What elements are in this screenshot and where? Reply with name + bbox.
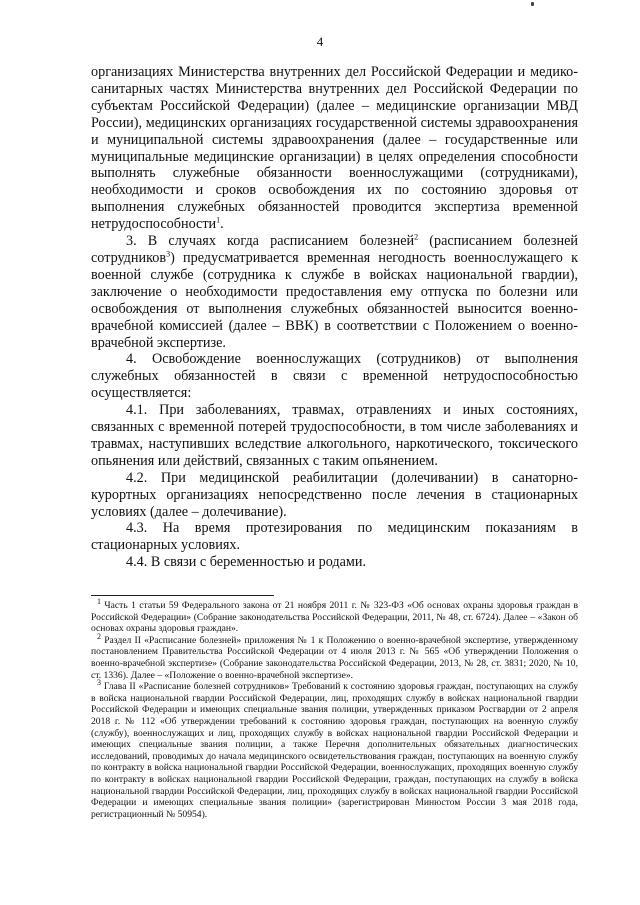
paragraph-continuation: организациях Министерства внутренних дел Российской Федерации и медико-санитарных частях Министерства внутренних дел Российской Федерации по субъектам Российской Федерации) (далее – медицинские организации МВД России), медицинских организациях государственной системы здравоохранения и муниципальной системы здравоохранения (далее – государственные или муниципальные медицинские организации) в целях определения способности выполнять служебные обязанности военнослужащими (сотрудниками), необходимости и сроков освобождения их по состоянию здоровья от выполнения служебных обязанностей проводится экспертиза временной нетрудоспособности$^1$.: [91, 64, 578, 233]
paragraph-4: 4. Освобождение военнослужащих (сотрудников) от выполнения служебных обязанностей в связи с временной нетрудоспособностью осуществляется:: [91, 351, 578, 402]
footnote-text: Глава II «Расписание болезней сотрудников» Требований к состоянию здоровья граждан, поступающих на службу в войска национальной гвардии Российской Федерации, лиц, проходящих службу в войсках национальной гвардии Российской Федерации и имеющих специальные звания полиции, утвержденных приказом Росгвардии от 2 апреля 2018 г. № 112 «Об утверждении требований к состоянию здоровья граждан, поступающих на военную службу (службу), военнослужащих и лиц, проходящих службу в войсках национальной гвардии Российской Федерации и имеющих специальные звания полиции, а также Перечня дополнительных обязательных диагностических исследований, проводимых до начала медицинского освидетельствования граждан, поступающих на военную службу по контракту в войска национальной гвардии Российской Федерации, военнослужащих, проходящих военную службу по контракту в войсках национальной гвардии Российской Федерации, граждан, поступающих на службу в войска национальной гвардии Российской Федерации, лиц, проходящих службу в войсках национальной гвардии Российской Федерации и имеющих специальные звания полиции» (зарегистрирован Минюстом России 3 мая 2018 года, регистрационный № 50954).: [91, 681, 579, 820]
scan-speck: [531, 2, 534, 6]
page-number: 4: [316, 34, 324, 49]
footnote-3: [91, 677, 579, 820]
paragraph-text: организациях Министерства внутренних дел Российской Федерации и медико-санитарных частях Министерства внутренних дел Российской Федерации по субъектам Российской Федерации) (далее – медицинские организации МВД России), медицинских организациях государственной системы здравоохранения и муниципальной системы здравоохранения (далее – государственные или муниципальные медицинские организации) в целях определения способности выполнять служебные обязанности военнослужащими (сотрудниками), необходимости и сроков освобождения их по состоянию здоровья от выполнения служебных обязанностей проводится экспертиза временной нетрудоспособности: [91, 64, 578, 233]
footnote-mark: 2: [97, 631, 101, 641]
paragraph-text: ) предусматривается временная негодность военнослужащего к военной службе (сотрудника к службе в войсках национальной гвардии), заключение о необходимости предоставления ему отпуска по болезни или освобождения от выполнения служебных обязанностей выносится военно-врачебной комиссией (далее – ВВК) в соответствии с Положением о военно-врачебной экспертизе.: [91, 249, 578, 351]
footnotes: [91, 596, 579, 820]
footnote-1: [91, 596, 578, 635]
footnote-mark: 3: [97, 677, 101, 687]
footnote-mark: 1: [97, 596, 101, 606]
paragraph-4-2: 4.2. При медицинской реабилитации (долечивании) в санаторно-курортных организациях непосредственно после лечения в стационарных условиях (далее – долечивание).: [91, 469, 578, 520]
footnote-separator: [91, 595, 274, 596]
footnote-text: Часть 1 статьи 59 Федерального закона от 21 ноября 2011 г. № 323-ФЗ «Об основах охраны здоровья граждан в Российской Федерации» (Собрание законодательства Российской Федерации, 2011, № 48, ст. 6724). Далее – «Закон об основах охраны здоровья граждан».: [91, 600, 578, 635]
paragraph-text: 3. В случаях когда расписанием болезней: [126, 233, 415, 250]
footnote-text: Раздел II «Расписание болезней» приложения № 1 к Положению о военно-врачебной экспертизе, утвержденному постановлением Правительства Российской Федерации от 4 июля 2013 г. № 565 «Об утверждении Положения о военно-врачебной экспертизе» (Собрание законодательства Российской Федерации, 2013, № 28, ст. 3831; 2020, № 10, ст. 1336). Далее – «Положение о военно-врачебной экспертизе».: [91, 634, 578, 681]
footnote-2: [91, 631, 578, 681]
paragraph-4-4: 4.4. В связи с беременностью и родами.: [126, 554, 367, 571]
paragraph-4-3: 4.3. На время протезирования по медицинским показаниям в стационарных условиях.: [91, 520, 578, 554]
footnote-ref-3[interactable]: 3: [166, 249, 171, 259]
footnote-ref-2[interactable]: 2: [414, 232, 419, 242]
paragraph-text: (расписанием болезней сотрудников: [91, 233, 578, 266]
paragraph-4-1: 4.1. При заболеваниях, травмах, отравлениях и иных состояниях, связанных с временной потерей трудоспособности, в том числе заболеваниях и травмах, наступивших вследствие алкогольного, наркотического, токсического опьянения или действий, связанных с таким опьянением.: [91, 402, 578, 469]
body-text: [91, 64, 578, 571]
footnote-ref-1[interactable]: 1: [216, 215, 221, 225]
paragraph-3: [91, 233, 578, 351]
